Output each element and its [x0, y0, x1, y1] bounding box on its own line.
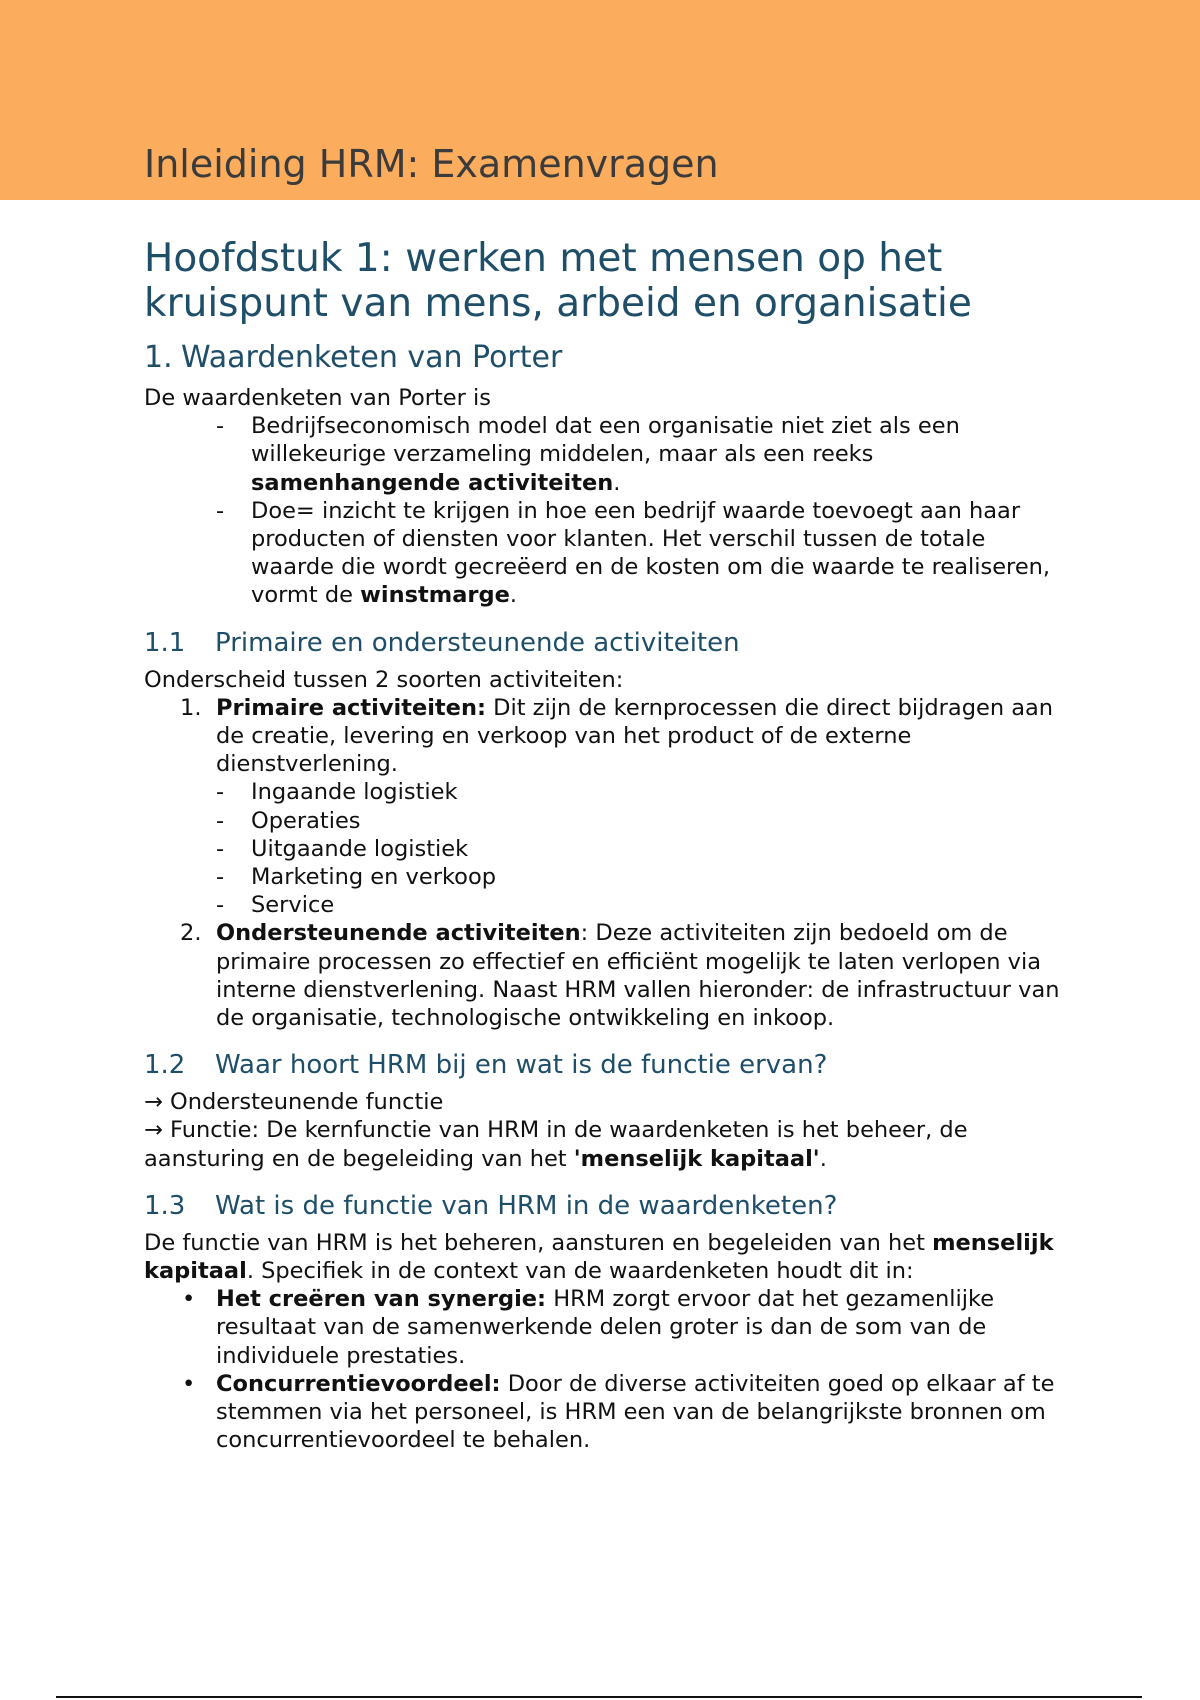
list-item-text: Uitgaande logistiek [251, 835, 469, 862]
section-number: 1. [144, 340, 173, 375]
list-item-bold: winstmarge [360, 582, 510, 609]
paragraph-text: → Functie: De kernfunctie van HRM in de waardenketen is het beheer, de aansturing en de begeleiding van het [144, 1117, 968, 1172]
section-1-heading [144, 340, 1074, 376]
list-item-text: Dit zijn de kernprocessen die direct bijdragen aan de creatie, levering en verkoop van het product of de externe dienstverlening. [216, 694, 1054, 778]
list-item [216, 497, 1074, 610]
list-item-bold: Ondersteunende activiteiten [216, 920, 581, 947]
paragraph-text-end: . Specifiek in de context van de waardenketen houdt dit in: [246, 1258, 914, 1285]
dash-marker: - [216, 807, 225, 834]
dash-marker: - [216, 497, 225, 524]
list-item-bold: samenhangende activiteiten [251, 469, 614, 496]
dash-marker: - [216, 892, 225, 919]
chapter-title: Hoofdstuk 1: werken met mensen op het kruispunt van mens, arbeid en organisatie [144, 236, 972, 326]
section-title: Primaire en ondersteunende activiteiten [215, 627, 740, 658]
paragraph-bold: menselijk kapitaal [144, 1229, 1054, 1285]
list-item-supporting [180, 919, 1074, 1032]
section-1-2-line-1: → Ondersteunende functie [144, 1089, 444, 1116]
primary-activities-sublist [216, 778, 1074, 919]
list-item [216, 807, 1074, 835]
number-marker: 2. [180, 920, 202, 947]
dash-marker: - [216, 779, 225, 806]
section-1-list [144, 412, 1074, 609]
list-item-text: Operaties [251, 807, 361, 834]
bullet-marker: • [182, 1286, 196, 1313]
list-item-text: Bedrijfseconomisch model dat een organisatie niet ziet als een willekeurige verzameling middelen, maar als een reeks [251, 413, 960, 468]
list-item-text: : Deze activiteiten zijn bedoeld om de primaire processen zo effectief en efficiënt mogelijk te laten verlopen via interne dienstverlening. Naast HRM vallen hieronder: de infrastructuur van de organisatie, technologische ontwikkeling en inkoop. [216, 920, 1060, 1032]
section-1-1-heading [144, 626, 1074, 660]
list-item-text: Marketing en verkoop [251, 864, 496, 891]
list-item [180, 1285, 1074, 1370]
list-item-primary [180, 694, 1074, 920]
dash-marker: - [216, 864, 225, 891]
list-item [216, 863, 1074, 891]
list-item-bold: Primaire activiteiten: [216, 694, 486, 721]
list-item-bold: Concurrentievoordeel: [216, 1370, 501, 1397]
activities-list [144, 694, 1074, 1032]
section-title: Wat is de functie van HRM in de waardenketen? [215, 1190, 838, 1221]
list-item-text: Ingaande logistiek [251, 779, 458, 806]
footer-rule [56, 1696, 1142, 1698]
section-number: 1.3 [144, 1190, 186, 1221]
list-item-bold: Het creëren van synergie: [216, 1286, 547, 1313]
dash-marker: - [216, 835, 225, 862]
list-item-text: Service [251, 892, 335, 919]
section-1-1-intro: Onderscheid tussen 2 soorten activiteiten: [144, 666, 624, 693]
section-1-3-heading [144, 1189, 1074, 1223]
section-1-2-line-2 [144, 1116, 1074, 1172]
list-item-text: HRM zorgt ervoor dat het gezamenlijke resultaat van de samenwerkende delen groter is dan de som van de individuele prestaties. [216, 1286, 995, 1369]
paragraph-text-end: . [819, 1145, 827, 1172]
section-1-intro: De waardenketen van Porter is [144, 385, 492, 411]
dash-marker: - [216, 413, 225, 440]
number-marker: 1. [180, 694, 202, 721]
paragraph-text: De functie van HRM is het beheren, aansturen en begeleiden van het [144, 1229, 933, 1256]
section-number: 1.1 [144, 627, 186, 658]
list-item [216, 412, 1074, 497]
section-1-2-heading [144, 1048, 1074, 1082]
section-number: 1.2 [144, 1050, 186, 1081]
list-item-text-end: . [613, 469, 621, 496]
list-item [216, 778, 1074, 806]
section-title: Waar hoort HRM bij en wat is de functie ervan? [215, 1050, 828, 1081]
list-item-text-end: . [509, 582, 518, 609]
list-item-text: Door de diverse activiteiten goed op elkaar af te stemmen via het personeel, is HRM een van de belangrijkste bronnen om concurrentievoordeel te behalen. [216, 1370, 1055, 1454]
list-item [180, 1370, 1074, 1455]
section-title: Waardenketen van Porter [181, 340, 563, 375]
bullet-marker: • [182, 1370, 196, 1397]
section-1-3-intro [144, 1229, 1074, 1285]
hrm-function-list [144, 1285, 1074, 1454]
document-body [144, 236, 1074, 1455]
document-title: Inleiding HRM: Examenvragen [144, 142, 719, 186]
list-item [216, 891, 1074, 919]
paragraph-bold: 'menselijk kapitaal' [573, 1145, 820, 1172]
list-item [216, 835, 1074, 863]
list-item-text: Doe= inzicht te krijgen in hoe een bedrijf waarde toevoegt aan haar producten of diensten voor klanten. Het verschil tussen de totale waarde die wordt gecreëerd en de kosten om die waarde te realiseren, vormt de [251, 497, 1051, 609]
